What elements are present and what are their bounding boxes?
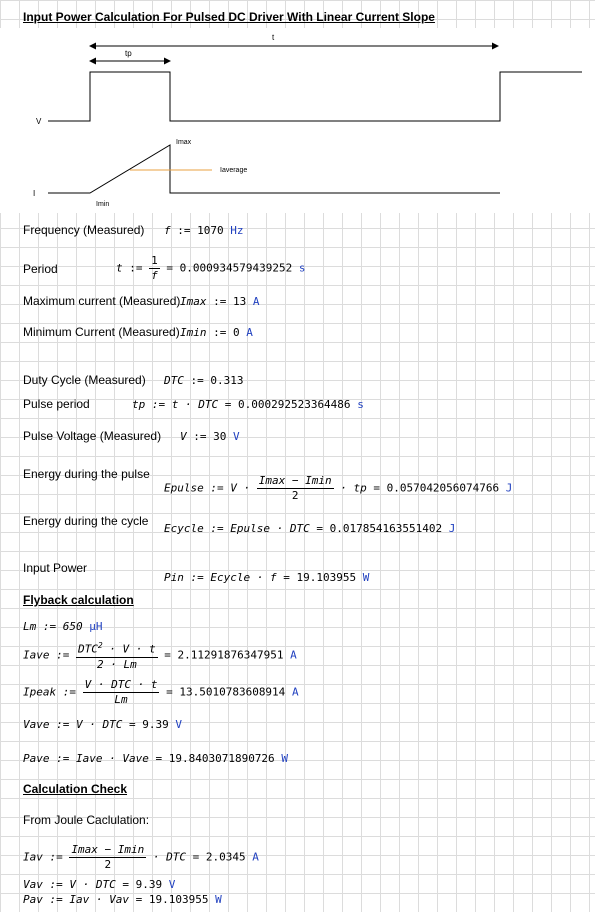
lm-expr: Lm := 650 μH (23, 620, 103, 633)
imin-expr: Imin := 0 A (180, 326, 253, 339)
energy-pulse-label: Energy during the pulse (23, 467, 150, 481)
v-axis-label: V (36, 117, 42, 126)
period-label: Period (23, 262, 58, 276)
input-power-label: Input Power (23, 561, 88, 575)
duty-cycle-expr: DTC := 0.313 (164, 374, 244, 387)
tp-label: tp (125, 49, 132, 58)
frequency-expr: f := 1070 Hz (164, 224, 244, 237)
page-title: Input Power Calculation For Pulsed DC Driver With Linear Current Slope (23, 10, 435, 24)
vav-expr: Vav := V · DTC = 9.39 V (23, 878, 176, 891)
pulse-voltage-expr: V := 30 V (180, 430, 240, 443)
i-axis-label: I (33, 189, 36, 198)
imin-label: Imin (96, 201, 110, 208)
energy-cycle-expr: Ecycle := Epulse · DTC = 0.017854163551402 J (164, 522, 456, 535)
ipeak-expr: Ipeak := $\frac{\text{V · DTC · t}}{Lm}$ = 13.5010783608914 A (23, 678, 299, 706)
iav-expr: Iav := $\frac{Imax - Imin}{2}$ · DTC = 2.0345 A (23, 843, 259, 871)
pulse-voltage-label: Pulse Voltage (Measured) (23, 429, 162, 443)
pulse-period-label: Pulse period (23, 397, 90, 411)
flyback-header: Flyback calculation (23, 593, 134, 607)
period-expr: t := $\frac{1}{f}$ = 0.000934579439252 s (116, 254, 306, 282)
energy-cycle-label: Energy during the cycle (23, 514, 149, 528)
input-power-expr: Pin := Ecycle · f = 19.103955 W (164, 571, 370, 584)
pulse-period-expr: tp := t · DTC = 0.000292523364486 s (132, 398, 364, 411)
timing-diagram (0, 28, 595, 213)
iaverage-label: Iaverage (220, 167, 248, 174)
energy-pulse-expr: Epulse := V · $\frac{Imax - Imin}{2}$ · tp = 0.057042056074766 J (164, 474, 513, 502)
iave-expr: Iave := $\frac{DTC^2 \cdot V \cdot t}{2 \cdot Lm}$ = 2.11291876347951 A (23, 641, 297, 671)
vave-expr: Vave := V · DTC = 9.39 V (23, 718, 182, 731)
imax-row-label: Maximum current (Measured) (23, 294, 181, 308)
imax-label: Imax (176, 139, 192, 146)
pave-expr: Pave := Iave · Vave = 19.8403071890726 W (23, 752, 288, 765)
calc-check-header: Calculation Check (23, 782, 128, 796)
imax-expr: Imax := 13 A (180, 295, 260, 308)
frequency-label: Frequency (Measured) (23, 223, 145, 237)
duty-cycle-label: Duty Cycle (Measured) (23, 373, 146, 387)
pav-expr: Pav := Iav · Vav = 19.103955 W (23, 893, 222, 906)
t-label: t (272, 33, 275, 42)
joule-subtitle: From Joule Caclulation: (23, 813, 150, 827)
imin-row-label: Minimum Current (Measured) (23, 325, 180, 339)
